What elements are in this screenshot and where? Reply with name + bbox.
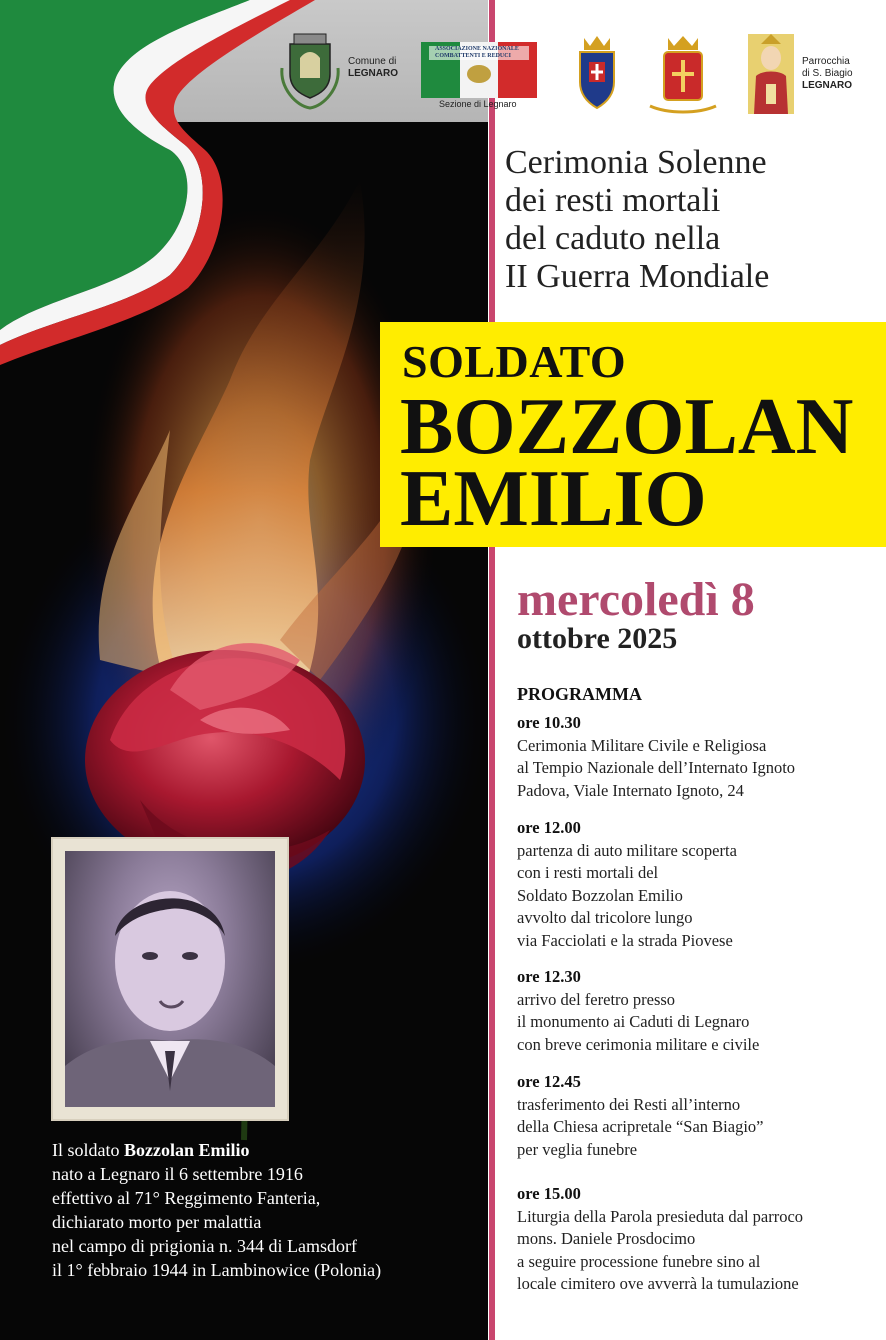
- soldier-photo-frame: [53, 839, 287, 1119]
- program-line: Padova, Viale Internato Ignoto, 24: [517, 780, 744, 800]
- program-line: locale cimitero ove avverrà la tumulazione: [517, 1274, 799, 1293]
- soldier-portrait: [65, 851, 275, 1107]
- title-line: dei resti mortali: [505, 182, 721, 219]
- program-line: per veglia funebre: [517, 1139, 638, 1159]
- program-item: [517, 817, 877, 952]
- comune-line2: LEGNARO: [348, 68, 398, 79]
- ceremony-title: [505, 144, 875, 296]
- program-line: il monumento ai Caduti di Legnaro: [517, 1012, 750, 1031]
- program-item: [517, 1071, 877, 1161]
- bio-name: Bozzolan Emilio: [124, 1140, 250, 1160]
- carabinieri-logo: [576, 34, 618, 112]
- program-line: arrivo del feretro presso: [517, 989, 676, 1009]
- bio-line: nel campo di prigionia n. 344 di Lamsdorf: [52, 1236, 357, 1256]
- program-line: a seguire processione funebre sino al: [517, 1251, 761, 1271]
- program-time: ore 12.30: [517, 967, 581, 986]
- rose-divider: [488, 0, 496, 1340]
- comune-line1: Comune di: [348, 56, 397, 67]
- program-item: [517, 966, 877, 1056]
- event-date: mercoledì 8: [517, 573, 755, 626]
- program-line: trasferimento dei Resti all’interno: [517, 1094, 741, 1114]
- program-time: ore 12.00: [517, 818, 581, 837]
- program-time: ore 15.00: [517, 1184, 581, 1203]
- program-item: [517, 1183, 877, 1296]
- event-month-year: ottobre 2025: [517, 622, 678, 655]
- program-line: mons. Daniele Prosdocimo: [517, 1229, 696, 1248]
- program-time: ore 12.45: [517, 1072, 581, 1091]
- esercito-logo: [648, 34, 718, 114]
- parrocchia-line2: di S. Biagio: [802, 68, 853, 79]
- program-line: Cerimonia Militare Civile e Religiosa: [517, 735, 767, 755]
- bio-line: effettivo al 71° Reggimento Fanteria,: [52, 1188, 321, 1208]
- program-line: al Tempio Nazionale dell’Internato Ignoto: [517, 758, 796, 777]
- municipal-crest-icon: [278, 28, 342, 110]
- program-time: ore 10.30: [517, 713, 581, 732]
- bio-line: dichiarato morto per malattia: [52, 1212, 262, 1232]
- soldier-biography: [52, 1138, 482, 1282]
- program-line: della Chiesa acripretale “San Biagio”: [517, 1117, 764, 1136]
- program-line: con i resti mortali del: [517, 863, 659, 882]
- associazione-banner: ASSOCIAZIONE NAZIONALE COMBATTENTI E REDUCI: [435, 46, 519, 59]
- bio-line: il 1° febbraio 1944 in Lambinowice (Polonia): [52, 1260, 382, 1280]
- carabinieri-crest-icon: [576, 34, 618, 112]
- soldier-surname: BOZZOLAN: [400, 383, 854, 471]
- title-line: del caduto nella: [505, 220, 721, 257]
- comune-logo: [278, 28, 408, 108]
- soldier-rank: SOLDATO: [402, 336, 627, 387]
- associazione-caption: Sezione di Legnaro: [439, 99, 517, 109]
- parrocchia-line1: Parrocchia: [802, 56, 850, 67]
- title-line: Cerimonia Solenne: [505, 144, 767, 181]
- program-title: PROGRAMMA: [517, 684, 642, 704]
- parrocchia-line3: LEGNARO: [802, 80, 852, 91]
- bio-prefix: Il soldato: [52, 1140, 124, 1160]
- program-line: avvolto dal tricolore lungo: [517, 908, 693, 927]
- soldier-given-name: EMILIO: [400, 455, 707, 543]
- program-line: Liturgia della Parola presieduta dal parroco: [517, 1206, 804, 1226]
- program-line: via Facciolati e la strada Piovese: [517, 930, 733, 950]
- program-line: con breve cerimonia militare e civile: [517, 1034, 760, 1054]
- associazione-logo: [421, 42, 537, 112]
- program-item: [517, 712, 877, 802]
- program-line: partenza di auto militare scoperta: [517, 840, 737, 860]
- saint-biagio-image-icon: [748, 34, 794, 114]
- army-crest-icon: [648, 34, 718, 114]
- bio-line: nato a Legnaro il 6 settembre 1916: [52, 1164, 303, 1184]
- program-line: Soldato Bozzolan Emilio: [517, 885, 683, 905]
- parrocchia-logo: [748, 34, 878, 114]
- title-line: II Guerra Mondiale: [505, 258, 770, 295]
